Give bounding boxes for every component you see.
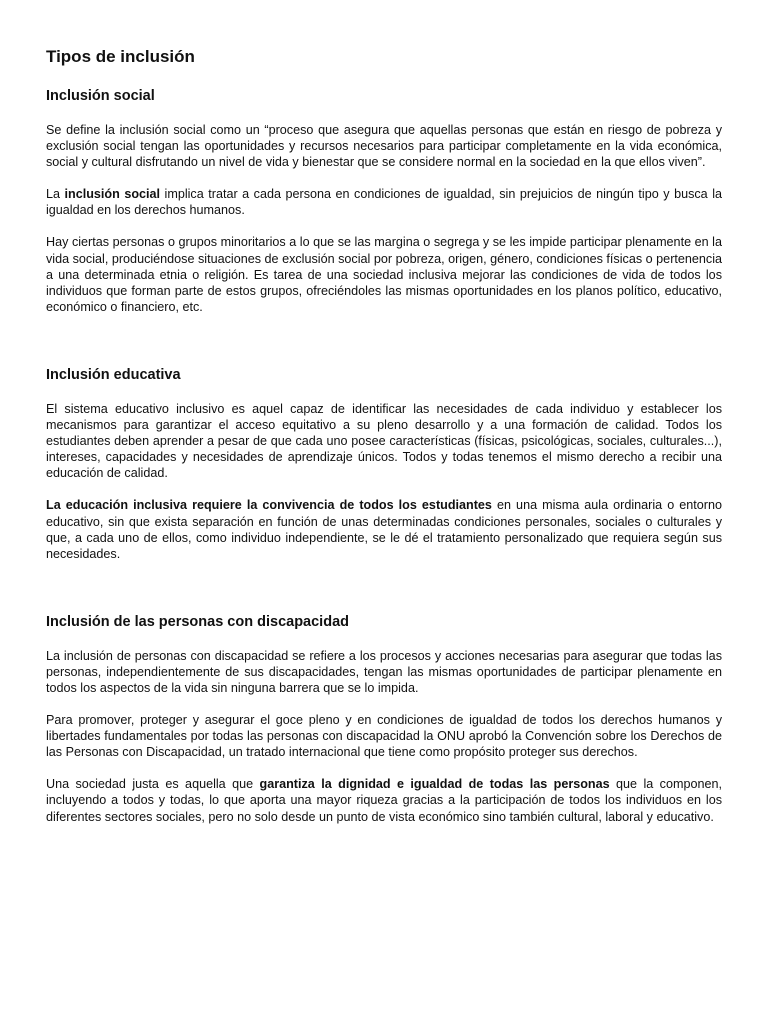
paragraph-text: en una misma aula ordinaria o entorno educativo, sin que exista separación en función de unas determinadas condiciones personales, sociales o culturales y que, a cada uno de ellos, como individuo independiente, se le dé el tratamiento personalizado que requiera según sus necesidades. <box>46 498 723 561</box>
section-inclusion-discapacidad <box>46 612 722 825</box>
paragraph-text: implica tratar a cada persona en condiciones de igualdad, sin prejuicios de ningún tipo y busca la igualdad en los derechos humanos. <box>46 187 722 218</box>
paragraph-bold-text: La educación inclusiva requiere la convivencia de todos los estudiantes <box>46 498 492 513</box>
section-inclusion-educativa <box>46 365 722 562</box>
paragraph-bold-text: garantiza la dignidad e igualdad de todas las personas <box>259 777 610 792</box>
section-heading: Inclusión educativa <box>46 366 181 383</box>
section-inclusion-social <box>46 86 722 315</box>
paragraph-text: La <box>46 187 65 202</box>
paragraph: Para promover, proteger y asegurar el goce pleno y en condiciones de igualdad de todos los derechos humanos y libertades fundamentales por todas las personas con discapacidad la ONU aprobó la Convención sobre los Derechos de las Personas con Discapacidad, un tratado internacional que tiene como propósito proteger sus derechos. <box>46 713 722 760</box>
paragraph <box>46 186 722 218</box>
page-title: Tipos de inclusión <box>46 47 195 66</box>
paragraph-bold-text: inclusión social <box>64 187 161 202</box>
paragraph <box>46 776 722 824</box>
paragraph-text: Una sociedad justa es aquella que <box>46 777 260 792</box>
section-heading: Inclusión de las personas con discapacidad <box>46 613 349 630</box>
paragraph: El sistema educativo inclusivo es aquel capaz de identificar las necesidades de cada individuo y establecer los mecanismos para garantizar el acceso equitativo a su pleno desarrollo y a una formación de calidad. Todos los estudiantes deben aprender a pesar de que cada uno posee características (físicas, psicológicas, sociales, culturales...), intereses, capacidades y necesidades de aprendizaje únicos. Todos y todas tenemos el mismo derecho a recibir una educación de calidad. <box>46 401 722 481</box>
paragraph: Se define la inclusión social como un “proceso que asegura que aquellas personas que están en riesgo de pobreza y exclusión social tengan las oportunidades y recursos necesarios para participar completamente en la vida económica, social y cultural disfrutando un nivel de vida y bienestar que se considere normal en la sociedad en la que ellos viven”. <box>46 123 722 170</box>
section-heading: Inclusión social <box>46 88 155 104</box>
paragraph <box>46 497 722 561</box>
document-page <box>46 46 722 825</box>
paragraph-text: que la componen, incluyendo a todos y todas, lo que aporta una mayor riqueza gracias a la participación de todos los individuos en los diferentes sectores sociales, pero no solo desde un punto de vista económico sino también cultural, laboral y educativo. <box>46 777 722 824</box>
paragraph: Hay ciertas personas o grupos minoritarios a lo que se las margina o segrega y se les impide participar plenamente en la vida social, produciéndose situaciones de exclusión social por pobreza, origen, género, condiciones físicas o pertenencia a una determinada etnia o religión. Es tarea de una sociedad inclusiva mejorar las condiciones de vida de todos los individuos que forman parte de estos grupos, ofreciéndoles las mismas oportunidades en los planos político, educativo, económico o financiero, etc. <box>46 235 722 314</box>
paragraph: La inclusión de personas con discapacidad se refiere a los procesos y acciones necesarias para asegurar que todas las personas, independientemente de sus discapacidades, tengan las mismas oportunidades de participar plenamente en todos los aspectos de la vida sin ninguna barrera que se lo impida. <box>46 648 722 695</box>
